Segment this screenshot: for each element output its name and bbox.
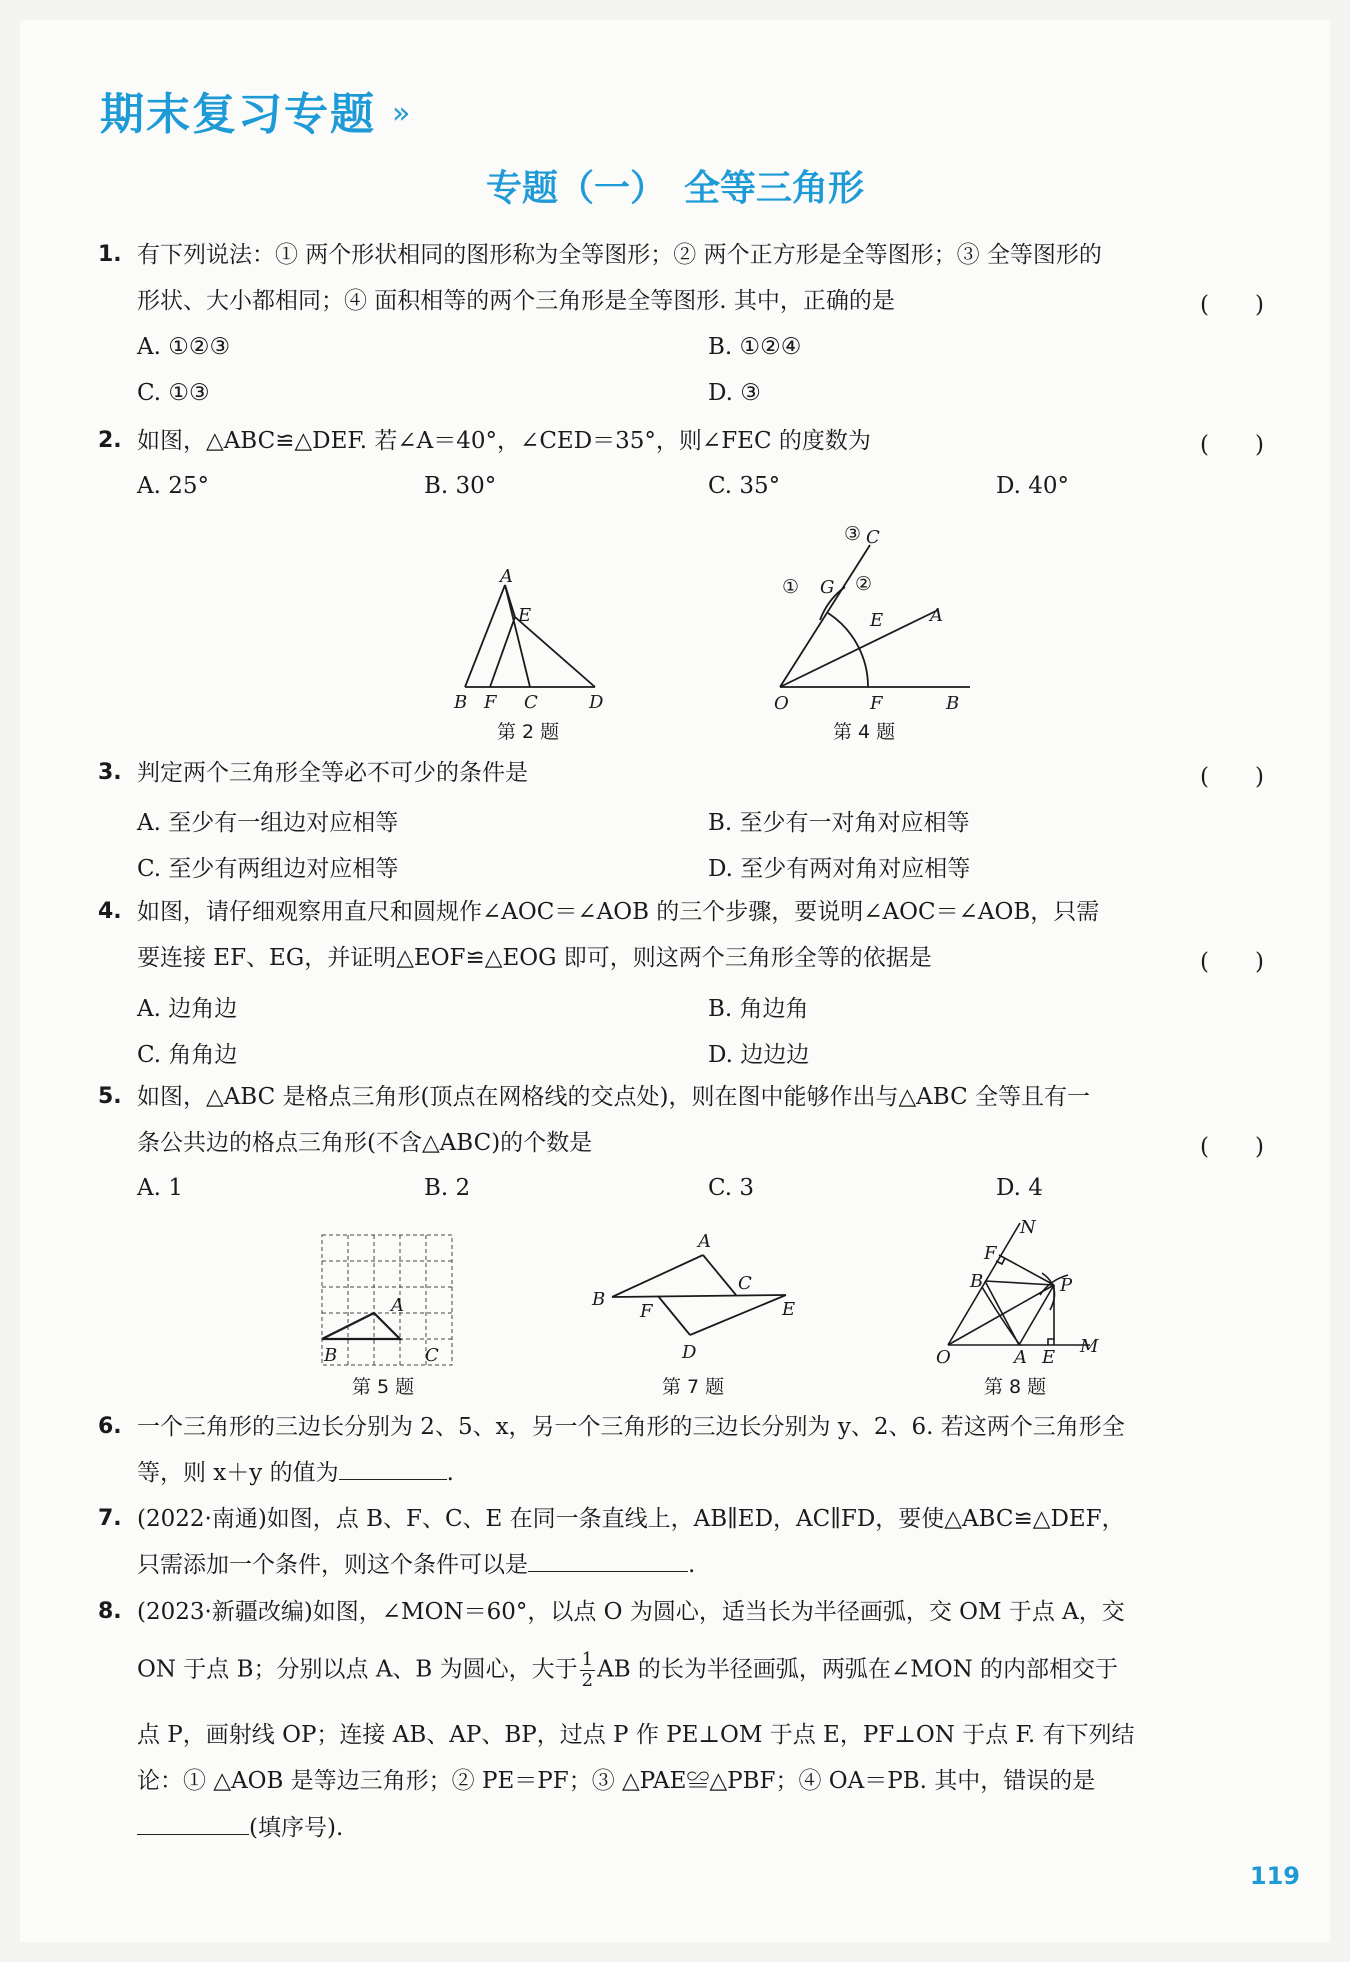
q2-line1: 如图，△ABC≌△DEF. 若∠A＝40°，∠CED＝35°，则∠FEC 的度数为 [137,428,871,454]
fig7-caption: 第 7 题 [662,1376,725,1398]
q1-option-a: A. ①②③ [137,334,231,360]
fig5-label-c: C [425,1345,439,1366]
fig8-label-p: P [1060,1275,1073,1296]
q2-number: 2. [98,428,122,453]
fig2-label-f: F [484,692,497,713]
q8-line1: (2023·新疆改编)如图，∠MON＝60°，以点 O 为圆心，适当长为半径画弧，交 OM 于点 A，交 [137,1599,1125,1625]
q8-answer-blank[interactable] [137,1814,249,1835]
q2-option-d: D. 40° [996,473,1070,499]
q3-answer-paren: ( ) [1200,764,1264,790]
fig2-label-c: C [524,692,538,713]
q4-line2: 要连接 EF、EG，并证明△EOF≌△EOG 即可，则这两个三角形全等的依据是 [137,945,932,971]
fig7-label-c: C [738,1273,752,1294]
fig7-label-e: E [782,1299,796,1320]
q1-option-d: D. ③ [708,380,761,406]
fig8-label-f: F [984,1243,997,1264]
fig4-label-step1: ① [782,576,800,598]
fig4-label-o: O [774,693,789,714]
double-chevron-icon: » [392,96,411,131]
q8-line5-end: (填序号). [249,1815,344,1841]
fig4-label-e: E [870,610,884,631]
figure-5 [315,1225,460,1370]
q7-line2 [137,1550,695,1580]
q3-option-a: A. 至少有一组边对应相等 [137,810,399,836]
figure-2 [440,565,620,715]
fig5-label-a: A [391,1295,404,1316]
fig4-label-b: B [946,693,960,714]
q5-option-a: A. 1 [137,1175,183,1201]
q5-line1: 如图，△ABC 是格点三角形(顶点在网格线的交点处)，则在图中能够作出与△ABC 全等且有一 [137,1084,1091,1110]
figure-4 [760,515,980,715]
q5-number: 5. [98,1084,122,1109]
q8-line2 [137,1650,1118,1691]
fig4-caption: 第 4 题 [833,721,896,743]
q1-answer-paren: ( ) [1200,292,1264,318]
fig8-label-o: O [936,1347,951,1368]
page-title: 专题（一） 全等三角形 [485,168,864,209]
page-number: 119 [1249,1862,1300,1890]
fig7-label-f: F [640,1301,653,1322]
fig4-label-step3: ③ [844,523,862,545]
q6-line2-text: 等，则 x＋y 的值为 [137,1460,339,1486]
q1-number: 1. [98,242,122,267]
q7-answer-blank[interactable] [528,1551,688,1572]
q4-answer-paren: ( ) [1200,949,1264,975]
q4-option-d: D. 边边边 [708,1042,810,1068]
figure-7 [588,1215,808,1370]
fig2-label-d: D [589,692,604,713]
q4-option-a: A. 边角边 [137,996,238,1022]
fig5-caption: 第 5 题 [352,1376,415,1398]
fig2-caption: 第 2 题 [497,721,560,743]
q1-line2: 形状、大小都相同；④ 面积相等的两个三角形是全等图形. 其中，正确的是 [137,288,895,314]
fig8-caption: 第 8 题 [984,1376,1047,1398]
q3-option-d: D. 至少有两对角对应相等 [708,856,971,882]
fig4-label-a: A [930,605,943,626]
q1-option-c: C. ①③ [137,380,210,406]
fig8-label-n: N [1020,1217,1036,1238]
q6-number: 6. [98,1414,122,1439]
q5-answer-paren: ( ) [1200,1134,1264,1160]
fig7-label-a: A [698,1231,711,1252]
q2-option-b: B. 30° [424,473,497,499]
fraction-numerator: 1 [581,1649,594,1670]
fig4-label-g: G [820,577,835,598]
fraction-half [580,1650,595,1691]
q8-line2-rest: AB 的长为半径画弧，两弧在∠MON 的内部相交于 [597,1656,1119,1683]
q2-option-a: A. 25° [137,473,209,499]
q1-line1: 有下列说法：① 两个形状相同的图形称为全等图形；② 两个正方形是全等图形；③ 全等图形的 [137,242,1102,268]
q6-line2-end: . [446,1460,454,1486]
q8-line4: 论：① △AOB 是等边三角形；② PE＝PF；③ △PAE≌△PBF；④ OA＝PB. 其中，错误的是 [137,1768,1096,1794]
q5-line2: 条公共边的格点三角形(不含△ABC)的个数是 [137,1130,593,1156]
q3-option-c: C. 至少有两组边对应相等 [137,856,399,882]
q5-option-b: B. 2 [424,1175,471,1201]
q8-line3: 点 P，画射线 OP；连接 AB、AP、BP，过点 P 作 PE⊥OM 于点 E，PF⊥ON 于点 F. 有下列结 [137,1722,1135,1748]
fig8-label-b: B [970,1271,984,1292]
fig8-label-e: E [1042,1347,1056,1368]
q2-option-c: C. 35° [708,473,781,499]
q4-line1: 如图，请仔细观察用直尺和圆规作∠AOC＝∠AOB 的三个步骤，要说明∠AOC＝∠AOB，只需 [137,899,1100,925]
q8-line5 [137,1813,343,1843]
q4-option-c: C. 角角边 [137,1042,238,1068]
q6-answer-blank[interactable] [339,1459,447,1480]
q7-line2-end: . [688,1552,696,1578]
q6-line2 [137,1458,454,1488]
fig4-label-c: C [866,527,880,548]
fig8-label-a: A [1014,1347,1027,1368]
fig2-label-b: B [454,692,468,713]
fig7-label-b: B [592,1289,606,1310]
q5-option-d: D. 4 [996,1175,1043,1201]
fraction-denominator: 2 [581,1670,594,1691]
fig2-label-e: E [518,605,532,626]
q5-option-c: C. 3 [708,1175,755,1201]
q3-option-b: B. 至少有一对角对应相等 [708,810,970,836]
section-header: 期末复习专题 [100,89,376,140]
fig7-label-d: D [682,1342,697,1363]
fig5-label-b: B [324,1345,338,1366]
q8-line2-text: ON 于点 B；分别以点 A、B 为圆心，大于 [137,1656,578,1683]
q1-option-b: B. ①②④ [708,334,802,360]
q4-option-b: B. 角边角 [708,996,809,1022]
q7-line1: (2022·南通)如图，点 B、F、C、E 在同一条直线上，AB∥ED，AC∥FD，要使△ABC≌△DEF， [137,1506,1125,1532]
q2-answer-paren: ( ) [1200,432,1264,458]
q6-line1: 一个三角形的三边长分别为 2、5、x，另一个三角形的三边长分别为 y、2、6. 若这两个三角形全 [137,1414,1125,1440]
fig4-label-step2: ② [855,573,873,595]
fig2-label-a: A [500,566,513,587]
q7-line2-text: 只需添加一个条件，则这个条件可以是 [137,1552,528,1578]
q7-number: 7. [98,1506,122,1531]
fig4-label-f: F [870,693,883,714]
q4-number: 4. [98,899,122,924]
q3-number: 3. [98,760,122,785]
figure-8 [930,1215,1110,1370]
fig8-label-m: M [1080,1336,1099,1357]
q3-line1: 判定两个三角形全等必不可少的条件是 [137,760,528,786]
q8-number: 8. [98,1599,122,1624]
